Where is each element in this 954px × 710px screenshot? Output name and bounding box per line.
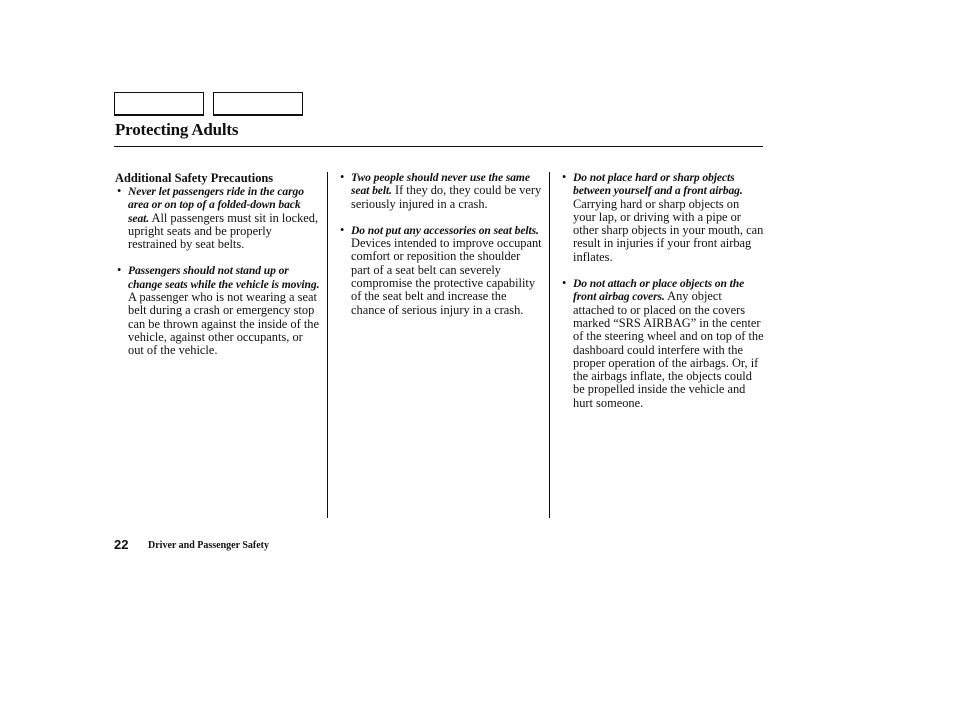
bullet-body: Devices intended to improve occupant comfort or reposition the shoulder part of a seat belt can severely compromise the protective capability of the seat belt and increase the chance of serious injury in a crash. <box>351 236 542 317</box>
bullet-item <box>560 171 764 264</box>
bullet-icon: • <box>340 222 345 237</box>
column-1 <box>115 171 321 371</box>
bullet-icon: • <box>117 184 122 198</box>
bullet-item <box>115 264 321 357</box>
bullet-icon: • <box>562 170 567 184</box>
column-2 <box>338 171 542 330</box>
bullet-icon: • <box>562 276 567 291</box>
header-tab-box-left <box>114 92 204 116</box>
page-title: Protecting Adults <box>115 120 239 139</box>
section-footer-label: Driver and Passenger Safety <box>148 540 270 551</box>
bullet-item <box>338 171 542 211</box>
column-divider-1 <box>327 172 328 518</box>
header-tab-box-right <box>213 92 303 116</box>
bullet-lead: Do not put any accessories on seat belts. <box>351 223 539 237</box>
title-divider <box>114 146 763 147</box>
bullet-body: If they do, they could be very seriously injured in a crash. <box>351 183 542 211</box>
bullet-icon: • <box>340 170 345 184</box>
bullet-body: All passengers must sit in locked, upright seats and be properly restrained by seat belts. <box>128 210 319 252</box>
page-number: 22 <box>114 537 129 552</box>
bullet-lead: Two people should never use the same seat belt. <box>351 171 530 198</box>
bullet-lead: Passengers should not stand up or change seats while the vehicle is moving. <box>128 264 320 291</box>
bullet-body: Any object attached to or placed on the covers marked “SRS AIRBAG” in the center of the steering wheel and on top of the dashboard could interfere with the proper operation of the airbags. Or, if the airbags inflate, the objects could be propelled inside the vehicle and hurt someone. <box>573 289 764 410</box>
bullet-icon: • <box>117 263 122 278</box>
bullet-lead: Do not attach or place objects on the front airbag covers. <box>573 277 745 304</box>
bullet-lead: Never let passengers ride in the cargo area or on top of a folded-down back seat. <box>128 185 304 225</box>
section-heading: Additional Safety Precautions <box>115 171 274 185</box>
bullet-item <box>115 185 321 251</box>
bullet-lead: Do not place hard or sharp objects between yourself and a front airbag. <box>573 171 743 198</box>
bullet-body: A passenger who is not wearing a seat belt during a crash or emergency stop can be thrown against the inside of the vehicle, against other occupants, or out of the vehicle. <box>128 290 319 358</box>
bullet-item <box>338 224 542 317</box>
bullet-body: Carrying hard or sharp objects on your lap, or driving with a pipe or other sharp objects in your mouth, can result in injuries if your front airbag inflates. <box>573 196 764 264</box>
column-divider-2 <box>549 172 550 518</box>
bullet-item <box>560 277 764 410</box>
column-3 <box>560 171 764 423</box>
